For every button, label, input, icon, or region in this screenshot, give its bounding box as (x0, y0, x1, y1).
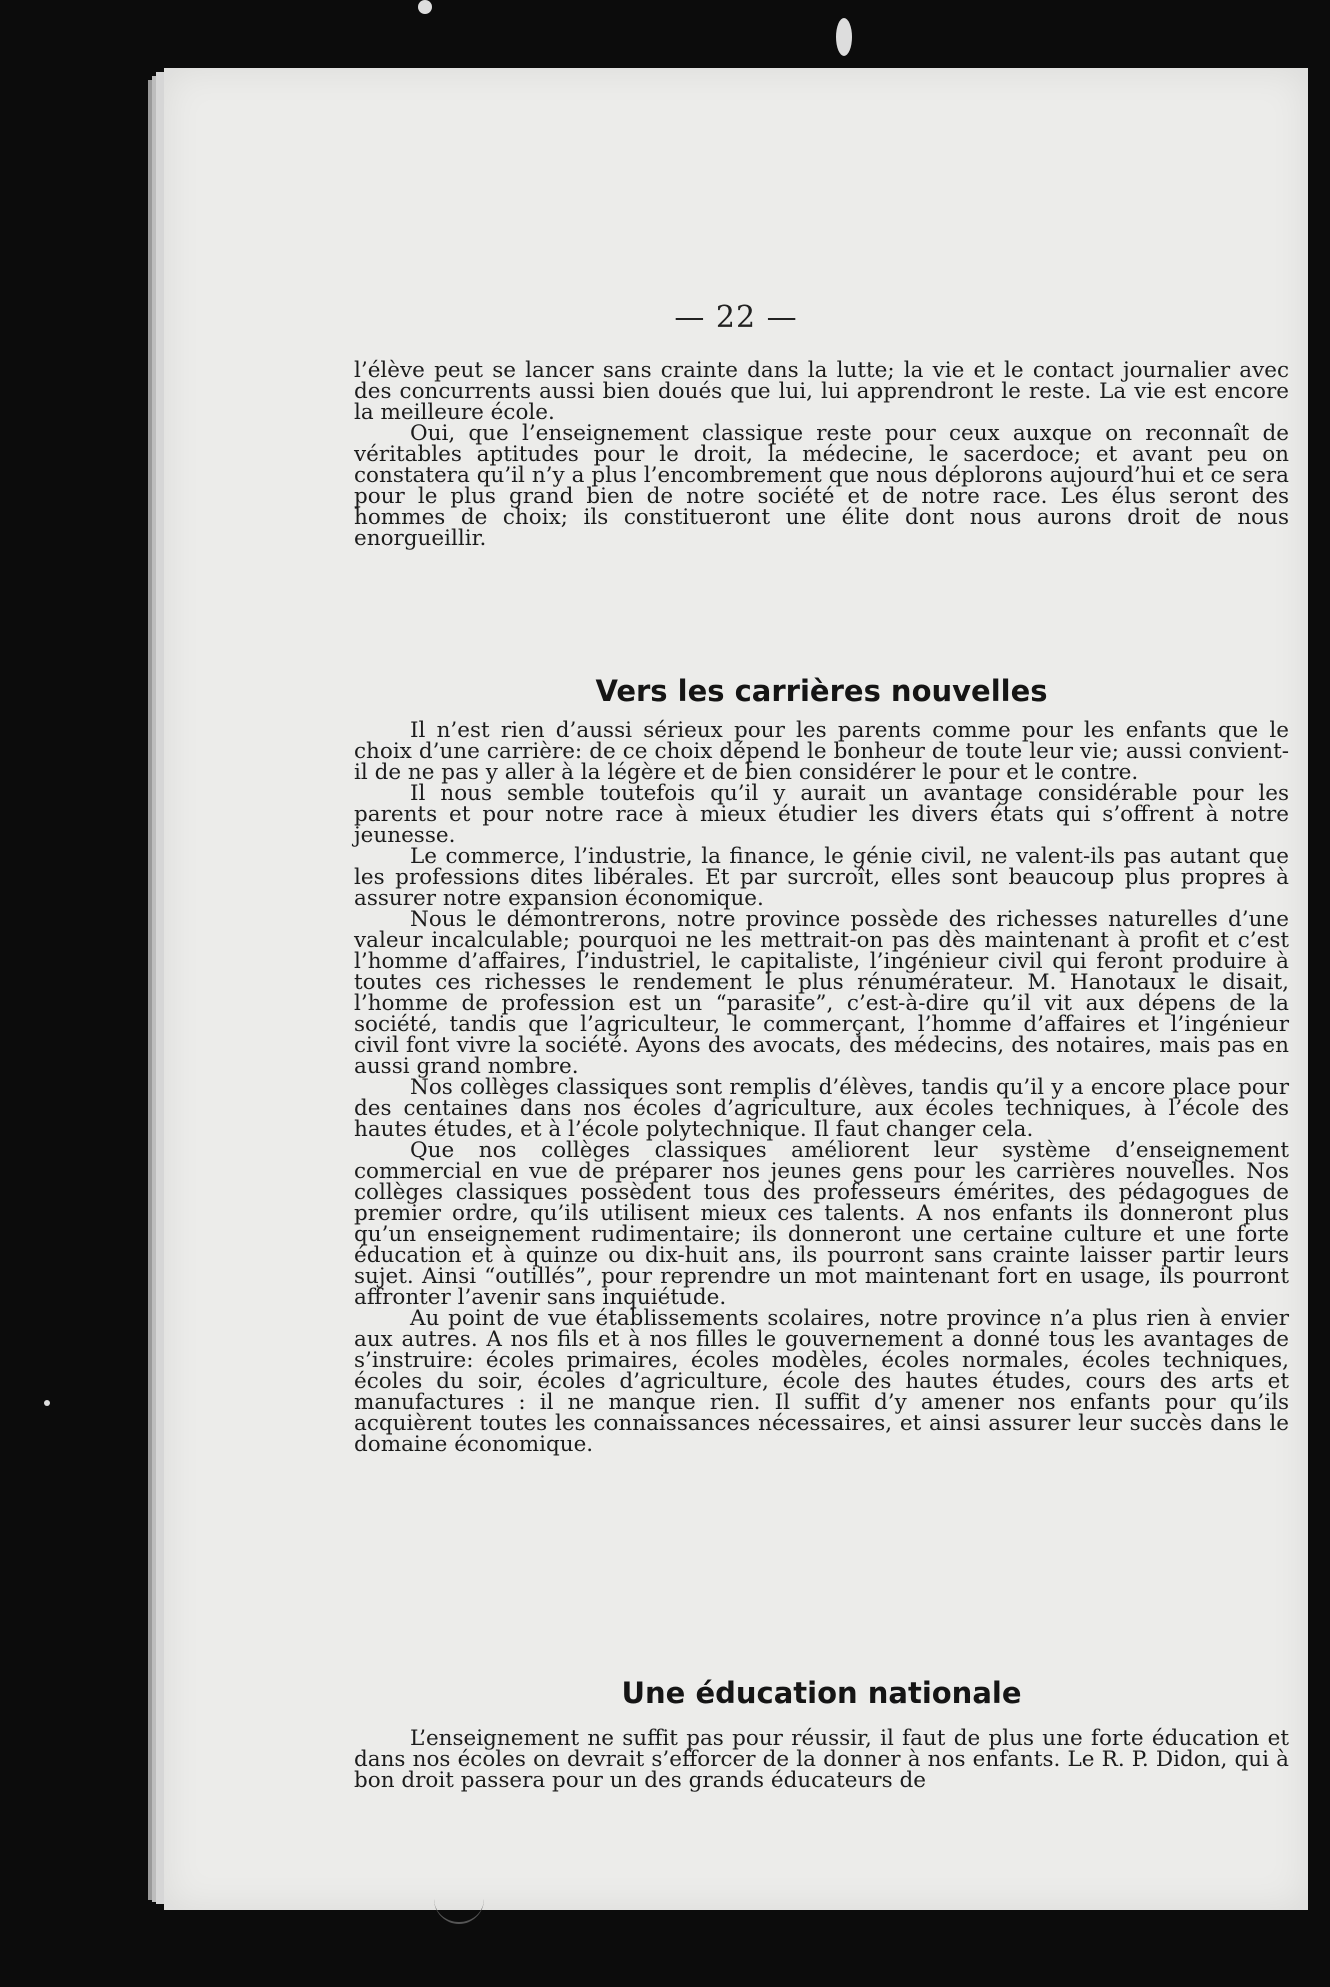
section-heading-carrieres: Vers les carrières nouvelles (595, 674, 1048, 708)
text-block-education (354, 1728, 1289, 1791)
paragraph: Il nous semble toutefois qu’il y aurait un avantage considérable pour les parents et pour notre race à mieux étudier les divers états qui s’offrent à notre jeunesse. (354, 781, 1289, 848)
paragraph: L’enseignement ne suffit pas pour réussir, il faut de plus une forte éducation et dans nos écoles on devrait s’efforcer de la donner à nos enfants. Le R. P. Didon, qui à bon droit passera pour un des grands éducateurs de (354, 1726, 1289, 1793)
paragraph: Que nos collèges classiques améliorent leur système d’enseignement commercial en vue de préparer nos jeunes gens pour les carrières nouvelles. Nos collèges classiques possèdent tous des professeurs émérites, des pédagogues de premier ordre, qu’ils utilisent mieux ces talents. A nos enfants ils donneront plus qu’un enseignement rudimentaire; ils donneront une certaine culture et une forte éducation et à quinze ou dix-huit ans, ils pourront sans crainte laisser partir leurs sujet. Ainsi “outillés”, pour reprendre un mot maintenant fort en usage, ils pourront affronter l’avenir sans inquiétude. (354, 1138, 1289, 1310)
paragraph: Il n’est rien d’aussi sérieux pour les parents comme pour les enfants que le choix d’une carrière: de ce choix dépend le bonheur de toute leur vie; aussi convient-il de ne pas y aller à la légère et de bien considérer le pour et le contre. (354, 718, 1289, 785)
paragraph: Au point de vue établissements scolaires, notre province n’a plus rien à envier aux autres. A nos fils et à nos filles le gouvernement a donné tous les avantages de s’instruire: écoles primaires, écoles modèles, écoles normales, écoles techniques, écoles du soir, écoles d’agriculture, école des hautes études, cours des arts et manufactures : il ne manque rien. Il suffit d’y amener nos enfants pour qu’ils acquièrent toutes les connaissances nécessaires, et ainsi assurer leur succès dans le domaine économique. (354, 1306, 1289, 1457)
text-block-intro (354, 360, 1289, 549)
paragraph: Oui, que l’enseignement classique reste pour ceux auxque on reconnaît de véritables aptitudes pour le droit, la médecine, le sacerdoce; et avant peu on constatera qu’il n’y a plus l’encombrement que nous déplorons aujourd’hui et ce sera pour le plus grand bien de notre société et de notre race. Les élus seront des hommes de choix; ils constitueront une élite dont nous aurons droit de nous enorgueillir. (354, 421, 1289, 551)
document-page (164, 68, 1308, 1910)
page-number: — 22 — (674, 300, 798, 335)
scan-speck (418, 0, 432, 14)
scan-speck (836, 18, 852, 56)
section-heading-education: Une éducation nationale (621, 1676, 1022, 1710)
paragraph: Nous le démontrerons, notre province possède des richesses naturelles d’une valeur incalculable; pourquoi ne les mettrait-on pas dès maintenant à profit et c’est l’homme d’affaires, l’industriel, le capitaliste, l’ingénieur civil qui feront produire à toutes ces richesses le rendement le plus rénumérateur. M. Hanotaux le disait, l’homme de profession est un “parasite”, c’est-à-dire qu’il vit aux dépens de la société, tandis que l’agriculteur, le commerçant, l’homme d’affaires et l’ingénieur civil font vivre la société. Ayons des avocats, des médecins, des notaires, mais pas en aussi grand nombre. (354, 907, 1289, 1079)
paragraph: Le commerce, l’industrie, la finance, le génie civil, ne valent-ils pas autant que les professions dites libérales. Et par surcroît, elles sont beaucoup plus propres à assurer notre expansion économique. (354, 844, 1289, 911)
page-stack (148, 66, 1308, 1916)
text-block-carrieres (354, 720, 1289, 1455)
paragraph: Nos collèges classiques sont remplis d’élèves, tandis qu’il y a encore place pour des centaines dans nos écoles d’agriculture, aux écoles techniques, à l’école des hautes études, et à l’école polytechnique. Il faut changer cela. (354, 1075, 1289, 1142)
scan-speck (44, 1400, 50, 1406)
paragraph: l’élève peut se lancer sans crainte dans la lutte; la vie et le contact journalier avec des concurrents aussi bien doués que lui, lui apprendront le reste. La vie est encore la meilleure école. (354, 358, 1289, 425)
